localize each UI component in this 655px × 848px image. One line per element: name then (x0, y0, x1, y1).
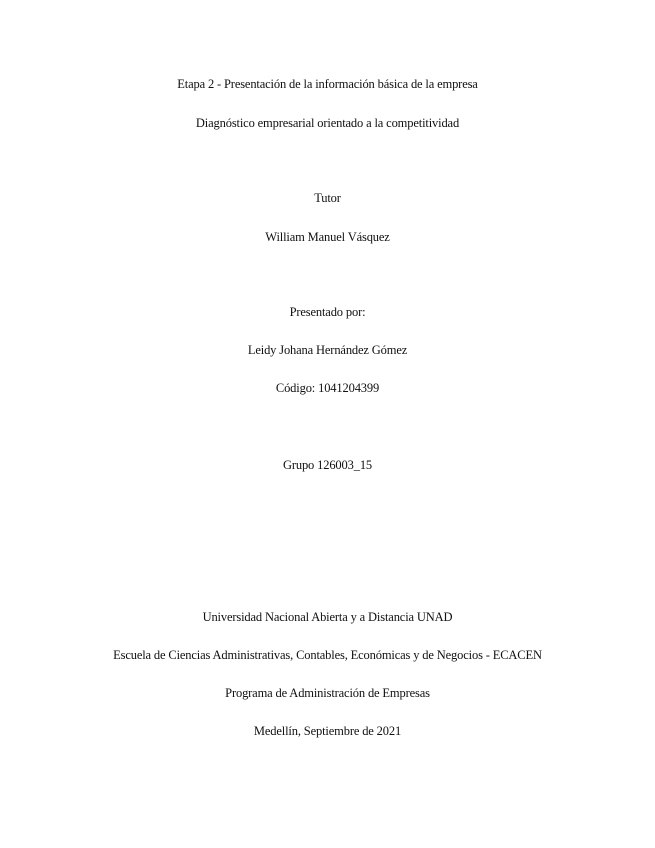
group-number: Grupo 126003_15 (282, 458, 373, 472)
tutor-name: William Manuel Vásquez (265, 230, 390, 244)
program-name: Programa de Administración de Empresas (225, 686, 430, 700)
author-name: Leidy Johana Hernández Gómez (247, 343, 408, 357)
university-name: Universidad Nacional Abierta y a Distancia UNAD (202, 610, 453, 624)
place-and-date: Medellín, Septiembre de 2021 (253, 724, 402, 738)
student-code: Código: 1041204399 (275, 381, 380, 395)
document-title: Etapa 2 - Presentación de la información básica de la empresa (177, 77, 478, 91)
document-subtitle: Diagnóstico empresarial orientado a la competitividad (195, 116, 460, 130)
presented-by-label: Presentado por: (289, 305, 366, 319)
school-name: Escuela de Ciencias Administrativas, Contables, Económicas y de Negocios - ECACEN (113, 648, 542, 662)
tutor-label: Tutor (314, 191, 341, 205)
